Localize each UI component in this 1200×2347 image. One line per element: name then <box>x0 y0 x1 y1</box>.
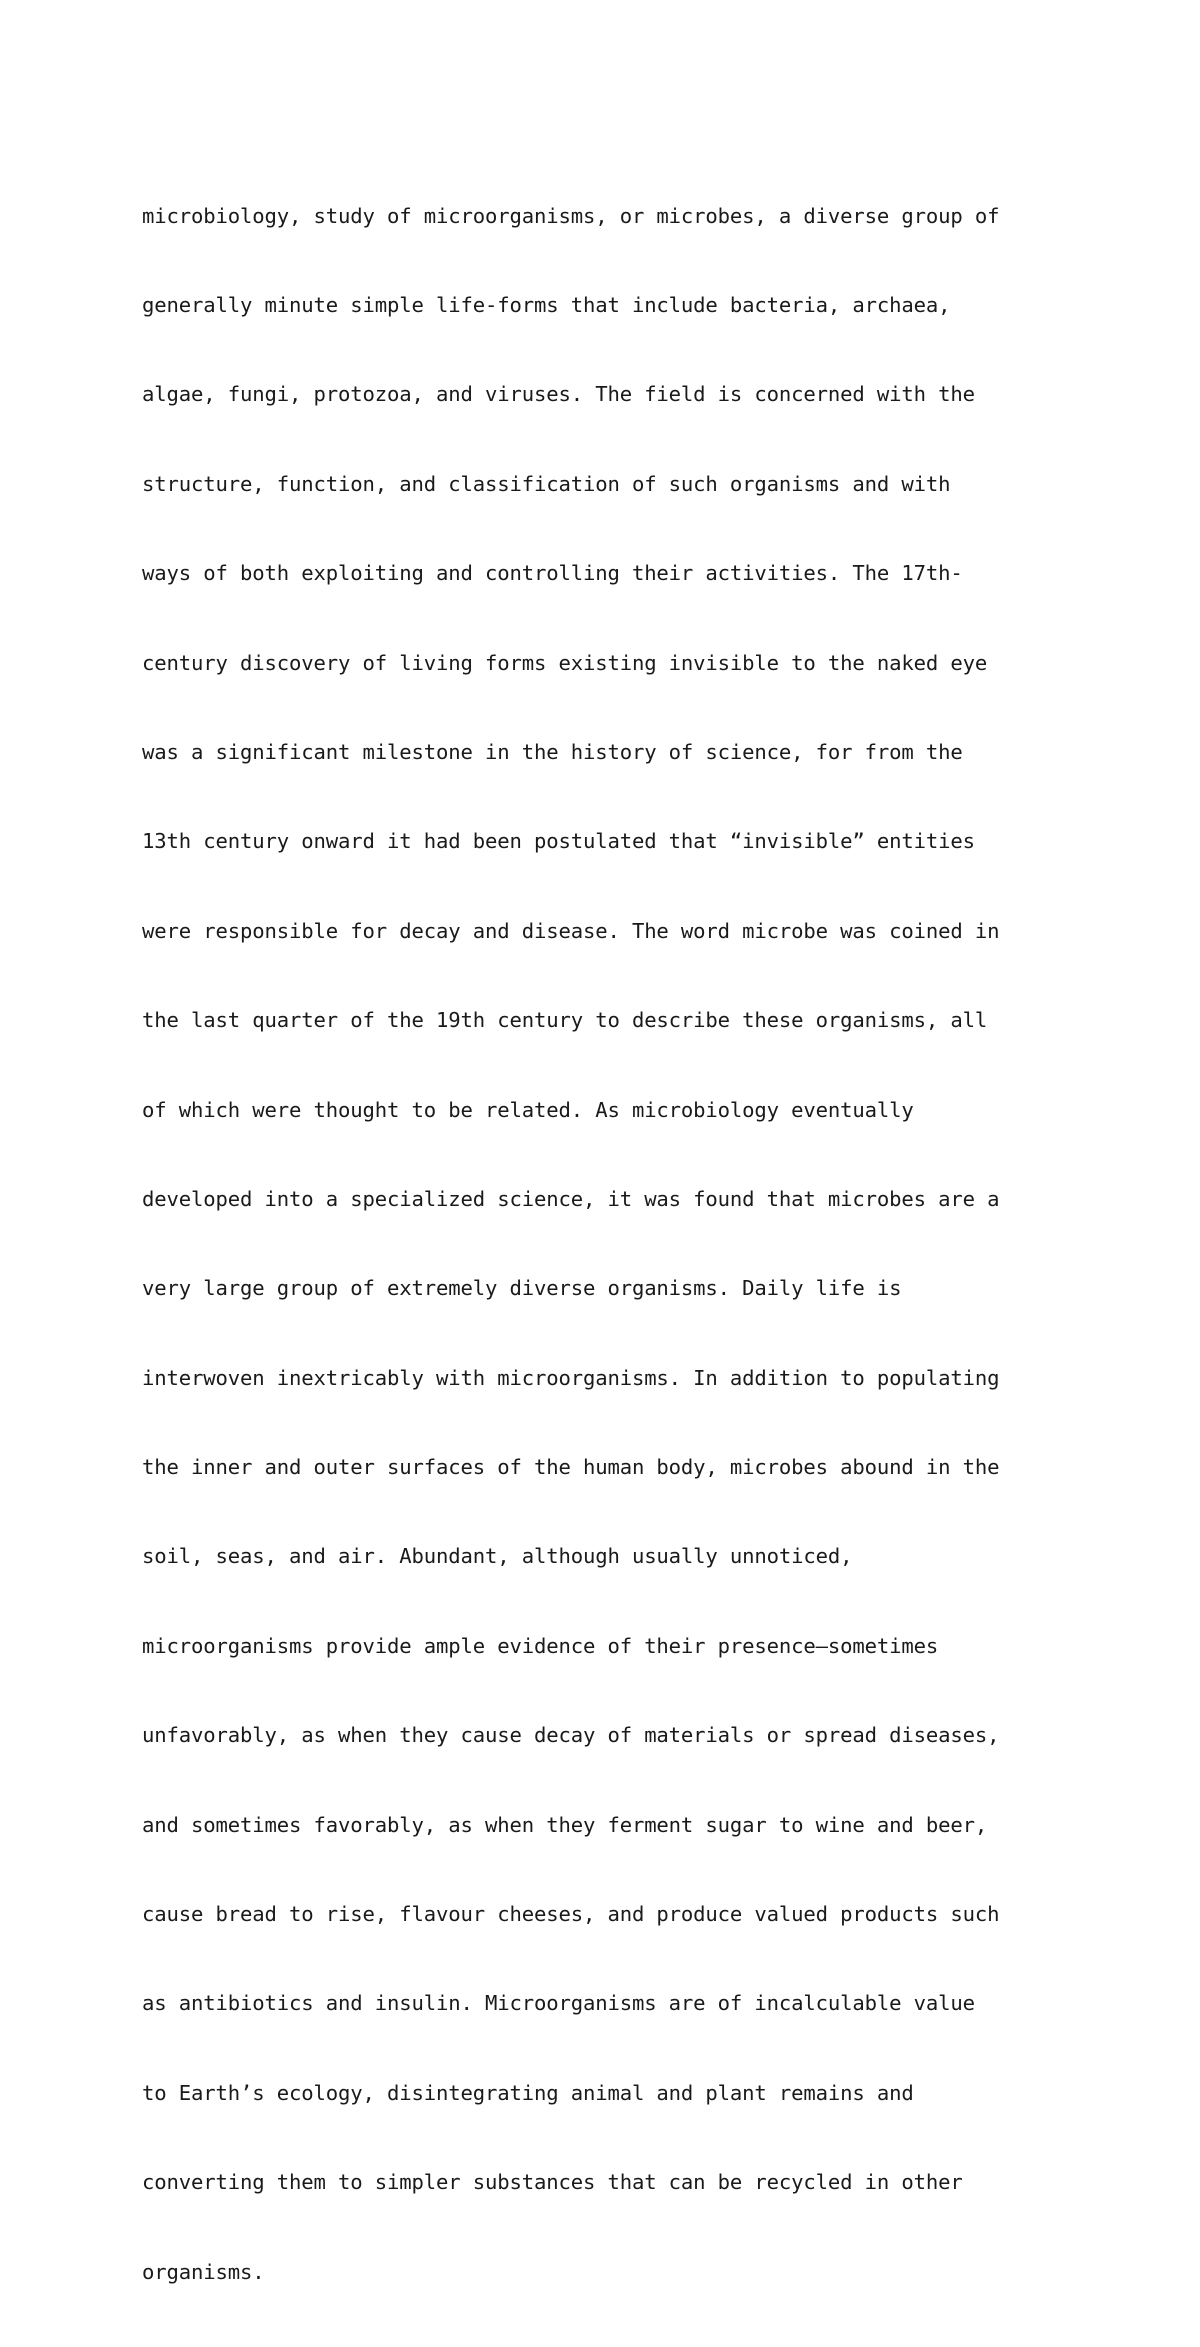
text-line: the inner and outer surfaces of the human body, microbes abound in the <box>142 1455 1000 1480</box>
text-line: developed into a specialized science, it was found that microbes are a <box>142 1186 1000 1211</box>
text-line: were responsible for decay and disease. The word microbe was coined in <box>142 918 1000 943</box>
body-paragraph <box>142 142 1082 2347</box>
text-line: 13th century onward it had been postulated that “invisible” entities <box>142 829 975 854</box>
text-line: century discovery of living forms existing invisible to the naked eye <box>142 650 988 675</box>
text-line: ways of both exploiting and controlling their activities. The 17th- <box>142 561 963 586</box>
text-line: generally minute simple life-forms that include bacteria, archaea, <box>142 292 951 317</box>
text-line: structure, function, and classification of such organisms and with <box>142 471 951 496</box>
text-line: microorganisms provide ample evidence of their presence—sometimes <box>142 1633 939 1658</box>
text-line: organisms. <box>142 2259 265 2284</box>
text-line: converting them to simpler substances that can be recycled in other <box>142 2170 963 2195</box>
text-line: microbiology, study of microorganisms, or microbes, a diverse group of <box>142 203 1000 228</box>
text-line: very large group of extremely diverse organisms. Daily life is <box>142 1276 902 1301</box>
text-line: as antibiotics and insulin. Microorganisms are of incalculable value <box>142 1991 975 2016</box>
text-line: interwoven inextricably with microorganisms. In addition to populating <box>142 1365 1000 1390</box>
text-line: was a significant milestone in the history of science, for from the <box>142 739 963 764</box>
text-line: algae, fungi, protozoa, and viruses. The field is concerned with the <box>142 382 975 407</box>
text-line: the last quarter of the 19th century to describe these organisms, all <box>142 1008 988 1033</box>
text-line: of which were thought to be related. As microbiology eventually <box>142 1097 914 1122</box>
text-line: and sometimes favorably, as when they ferment sugar to wine and beer, <box>142 1812 988 1837</box>
text-line: soil, seas, and air. Abundant, although usually unnoticed, <box>142 1544 853 1569</box>
text-line: to Earth’s ecology, disintegrating animal and plant remains and <box>142 2080 914 2105</box>
text-line: cause bread to rise, flavour cheeses, and produce valued products such <box>142 1902 1000 1927</box>
text-line: unfavorably, as when they cause decay of materials or spread diseases, <box>142 1723 1000 1748</box>
